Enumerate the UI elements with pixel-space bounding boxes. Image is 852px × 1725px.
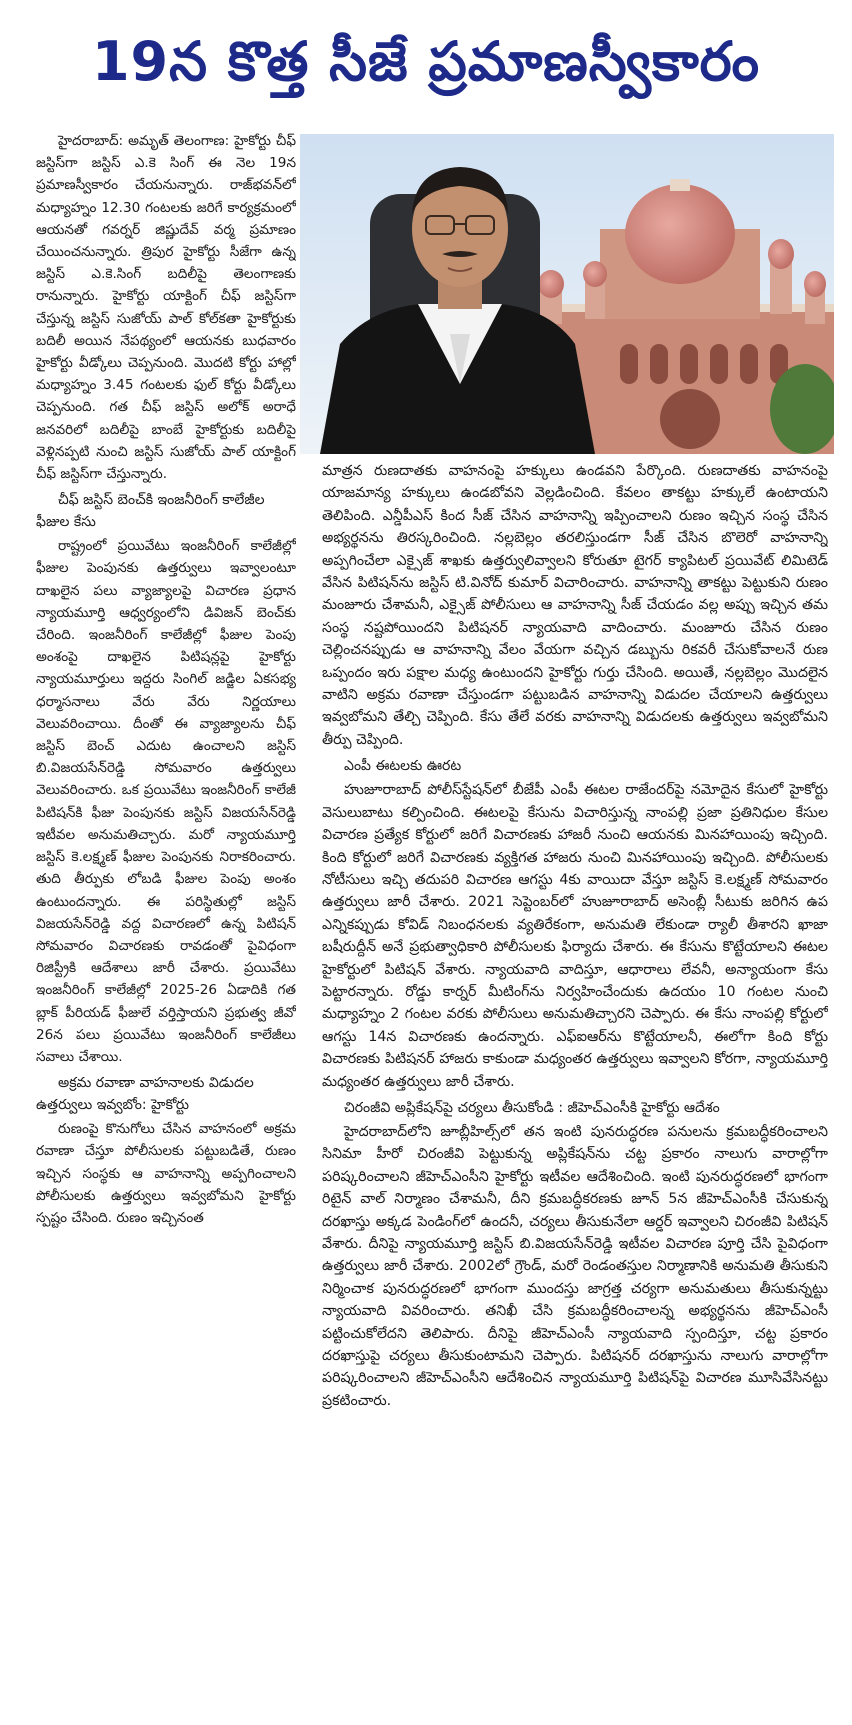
left-column xyxy=(36,130,296,1715)
subheading: ఎంపీ ఈటలకు ఊరట xyxy=(344,758,462,775)
paragraph: హైదరాబాద్‌లోని జూబ్లీహిల్స్‌లో తన ఇంటి పునరుద్ధరణ పనులను క్రమబద్ధీకరించాలని సినిమా హీరో చిరంజీవి పెట్టుకున్న అప్లికేషన్‌ను చట్ట ప్రకారం నాలుగు వారాల్లోగా పరిష్కరించాలని జీహెచ్‌ఎంసీని హైకోర్టు ఇటీవల ఆదేశించింది. ఇంటి పునరుద్ధరణలో భాగంగా రిటైన్ వాల్ నిర్మాణం చేశామనీ, దీని క్రమబద్ధీకరణకు జూన్ 5న జీహెచ్‌ఎంసీకి చేసుకున్న దరఖాస్తు అక్కడ పెండింగ్‌లో ఉందనీ, చర్యలు తీసుకునేలా ఆర్డర్ ఇవ్వాలని చిరంజీవి పిటిషన్ వేశారు. దీనిపై న్యాయమూర్తి జస్టిస్ బి.విజయసేన్‌రెడ్డి ఇటీవల విచారణ పూర్తి చేసి పైవిధంగా ఉత్తర్వులు జారీ చేశారు. 2002లో గ్రౌండ్, మరో రెండంతస్తుల నిర్మాణానికి అనుమతి తీసుకుని నిర్మించాక పునరుద్ధరణలో భాగంగా ముందస్తు జాగ్రత్త చర్యగా అనుమతులు తీసుకున్నట్టు న్యాయవాది వివరించారు. తనిఖీ చేసి క్రమబద్ధీకరించాలన్న అభ్యర్థనను జీహెచ్‌ఎంసీ పట్టించుకోలేదని తెలిపారు. దీనిపై జీహెచ్‌ఎంసీ న్యాయవాది స్పందిస్తూ, చట్ట ప్రకారం దరఖాస్తుపై చర్యలు తీసుకుంటామని చెప్పారు. పిటిషనర్ దరఖాస్తును నాలుగు వారాల్లోగా పరిష్కరించాలని జీహెచ్‌ఎంసీని ఆదేశించిన న్యాయమూర్తి పిటిషన్‌పై విచారణ మూసివేసినట్టు ప్రకటించారు. xyxy=(322,1123,828,1409)
headline: 19న కొత్త సీజే ప్రమాణస్వీకారం xyxy=(91,29,761,93)
paragraph: హైదరాబాద్: అమృత్ తెలంగాణ: హైకోర్టు చీఫ్ జస్టిస్‌గా జస్టిస్ ఎ.కె సింగ్ ఈ నెల 19న ప్రమాణస్వీకారం చేయనున్నారు. రాజ్‌భవన్‌లో మధ్యాహ్నం 12.30 గంటలకు జరిగే కార్యక్రమంలో ఆయనతో గవర్నర్ జిష్ణుదేవ్ వర్మ ప్రమాణం చేయించనున్నారు. త్రిపుర హైకోర్టు సీజేగా ఉన్న జస్టిస్ ఎ.కె.సింగ్ బదిలీపై తెలంగాణకు రానున్నారు. హైకోర్టు యాక్టింగ్ చీఫ్ జస్టిస్‌గా చేస్తున్న జస్టిస్ సుజోయ్ పాల్ కోల్‌కతా హైకోర్టుకు బదిలీ అయిన నేపథ్యంలో ఆయనకు బుధవారం హైకోర్టు వీడ్కోలు చెప్పనుంది. మొదటి కోర్టు హాల్లో మధ్యాహ్నం 3.45 గంటలకు ఫుల్ కోర్టు వీడ్కోలు చెప్పనుంది. గత చీఫ్ జస్టిస్ అలోక్ అరాధే జనవరిలో బదిలీపై బాంబే హైకోర్టుకు బదిలీపై వెళ్లినప్పటి నుంచి జస్టిస్ సుజోయ్ పాల్ యాక్టింగ్ చీఫ్ జస్టిస్‌గా చేస్తున్నారు. xyxy=(36,133,296,483)
paragraph: రుణంపై కొనుగోలు చేసిన వాహనంలో అక్రమ రవాణా చేస్తూ పోలీసులకు పట్టుబడితే, రుణం ఇచ్చిన సంస్థకు ఆ వాహనాన్ని అప్పగించాలని పోలీసులకు ఉత్తర్వులు ఇవ్వబోమని హైకోర్టు స్పష్టం చేసింది. రుణం ఇచ్చినంత xyxy=(36,1121,296,1226)
right-column xyxy=(322,460,828,1715)
paragraph: హుజూరాబాద్ పోలీస్‌స్టేషన్‌లో బీజేపీ ఎంపీ ఈటల రాజేందర్‌పై నమోదైన కేసులో హైకోర్టు వెసులుబాటు కల్పించింది. ఈటలపై కేసును విచారిస్తున్న నాంపల్లి ప్రజా ప్రతినిధుల కేసుల విచారణ ప్రత్యేక కోర్టులో జరిగే విచారణకు హాజరీ నుంచి ఆయనకు మినహాయింపు ఇచ్చింది. కింది కోర్టులో జరిగే విచారణకు వ్యక్తిగత హాజరు నుంచి మినహాయింపు ఇచ్చింది. పోలీసులకు నోటీసులు ఇచ్చి తదుపరి విచారణ ఆగస్టు 4కు వాయిదా వేస్తూ జస్టిస్ కె.లక్ష్మణ్ సోమవారం ఉత్తర్వులు జారీ చేశారు. 2021 సెప్టెంబర్‌లో హుజూరాబాద్ అసెంబ్లీ సీటుకు జరిగిన ఉప ఎన్నికప్పుడు కోవిడ్ నిబంధనలకు వ్యతిరేకంగా, అనుమతి లేకుండా ర్యాలీ తీశారని ఖాజా బషీరుద్దీన్ అనే ప్రభుత్వాధికారి పోలీసులకు ఫిర్యాదు చేశారు. ఈ కేసును కొట్టేయాలని ఈటల హైకోర్టులో పిటిషన్ వేశారు. న్యాయవాది వాదిస్తూ, ఆధారాలు లేవనీ, అన్యాయంగా కేసు పెట్టారన్నారు. రోడ్డు కార్నర్ మీటింగ్‌ను నిర్వహించేందుకు ఉదయం 10 గంటల నుంచి మధ్యాహ్నం 2 గంటల వరకు పోలీసులు అనుమతిచ్చారని చెప్పారు. ఈ కేసు నాంపల్లి కోర్టులో ఆగస్టు 14న విచారణకు ఉందన్నారు. ఎఫ్‌ఐఆర్‌ను కొట్టేయాలనీ, ఈలోగా కింది కోర్టు విచారణకు పిటిషనర్ హాజరు కాకుండా మధ్యంతర ఉత్తర్వులు ఇవ్వాలని కోరగా, న్యాయమూర్తి మధ్యంతర ఉత్తర్వులు జారీ చేశారు. xyxy=(322,782,828,1090)
judge-and-high-court-photo xyxy=(300,134,834,454)
paragraph: రాష్ట్రంలో ప్రయివేటు ఇంజనీరింగ్ కాలేజీల్లో ఫీజుల పెంపునకు ఉత్తర్వులు ఇవ్వాలంటూ దాఖలైన పలు వ్యాజ్యాలపై విచారణ ప్రధాన న్యాయమూర్తి ఆధ్వర్యంలోని డివిజన్ బెంచ్‌కు చేరింది. ఇంజనీరింగ్ కాలేజీల్లో ఫీజుల పెంపు అంశంపై దాఖలైన పిటిషన్లపై హైకోర్టు న్యాయమూర్తులు ఇద్దరు సింగిల్ జడ్జిల ఏకసభ్య ధర్మాసనాలు వేరు వేరు నిర్ణయాలు వెలువరించాయి. దీంతో ఈ వ్యాజ్యాలను చీఫ్ జస్టిస్ బెంచ్ ఎదుట ఉంచాలని జస్టిస్ బి.విజయసేన్‌రెడ్డి సోమవారం ఉత్తర్వులు వెలువరించారు. ఒక ప్రయివేటు ఇంజనీరింగ్ కాలేజీ పిటిషన్‌కి ఫీజు పెంపునకు జస్టిస్ విజయసేన్‌రెడ్డి ఇటీవల అనుమతిచ్చారు. మరో న్యాయమూర్తి జస్టిస్ కె.లక్ష్మణ్ ఫీజుల పెంపునకు నిరాకరించారు. తుది తీర్పుకు లోబడి ఫీజుల పెంపు అంశం ఉంటుందన్నారు. ఈ పరిస్థితుల్లో జస్టిస్ విజయసేన్‌రెడ్డి వద్ద విచారణలో ఉన్న పిటిషన్ సోమవారం విచారణకు రావడంతో పైవిధంగా రిజిస్ట్రీకి ఆదేశాలు జారీ చేశారు. ప్రయివేటు ఇంజనీరింగ్ కాలేజీల్లో 2025-26 ఏడాదికి గత బ్లాక్ పీరియడ్ ఫీజులే వర్తిస్తాయని ప్రభుత్వ జీవో 26న పలు ప్రయివేటు ఇంజనీరింగ్ కాలేజీలు సవాలు చేశాయి. xyxy=(36,538,296,1065)
subheading: అక్రమ రవాణా వాహనాలకు విడుదల ఉత్తర్వులు ఇవ్వబోం: హైకోర్టు xyxy=(36,1075,254,1114)
news-photo xyxy=(300,134,834,454)
subheading: చీఫ్ జస్టిస్ బెంచ్‌కి ఇంజనీరింగ్ కాలేజీల ఫీజుల కేసు xyxy=(36,492,265,531)
paragraph: మాత్రన రుణదాతకు వాహనంపై హక్కులు ఉండవని పేర్కొంది. రుణదాతకు వాహనంపై యాజమాన్య హక్కులు ఉండబోవని వెల్లడించింది. కేవలం తాకట్టు హక్కులే ఉంటాయని తెలిపింది. ఎన్డీపీఎస్ కింద సీజ్ చేసిన వాహనాన్ని ఇప్పించాలని రుణం ఇచ్చిన సంస్థ చేసిన అభ్యర్థనను తిరస్కరించింది. నల్లబెల్లం తరలిస్తుండగా సీజ్ చేసిన బొలెరో వాహనాన్ని అప్పగించేలా ఎక్సైజ్ శాఖకు ఉత్తర్వులివ్వాలని కోరుతూ టైగర్ క్యాపిటల్ ప్రయివేట్ లిమిటెడ్ వేసిన పిటిషన్‌ను జస్టిస్ టి.వినోద్ కుమార్ విచారించారు. వాహనాన్ని తాకట్టు పెట్టుకుని రుణం మంజూరు చేశామనీ, ఎక్సైజ్ పోలీసులు ఆ వాహనాన్ని సీజ్ చేయడం వల్ల అప్పు ఇచ్చిన తమ సంస్థ నష్టపోయిందని పిటిషనర్ న్యాయవాది వాదించారు. మంజూరు చేసిన రుణం చెల్లించనప్పుడు ఆ వాహనాన్ని వేలం వేయగా వచ్చిన డబ్బును రికవరీ చేసుకోవాలనే రుణ ఒప్పందం ఇరు పక్షాల మధ్య ఉంటుందని హైకోర్టు గుర్తు చేసింది. అయితే, నల్లబెల్లం మొదలైన వాటిని అక్రమ రవాణా చేస్తుండగా పట్టుబడిన వాహనాన్ని విడుదల చేయాలని ఉత్తర్వులు ఇవ్వబోమని తేల్చి చెప్పింది. కేసు తేలే వరకు వాహనాన్ని విడుదలకు ఉత్తర్వులు ఇవ్వబోమని తీర్పు చెప్పింది. xyxy=(322,463,828,748)
subheading: చిరంజీవి అప్లికేషన్‌పై చర్యలు తీసుకోండి : జీహెచ్‌ఎంసీకి హైకోర్టు ఆదేశం xyxy=(344,1099,720,1116)
